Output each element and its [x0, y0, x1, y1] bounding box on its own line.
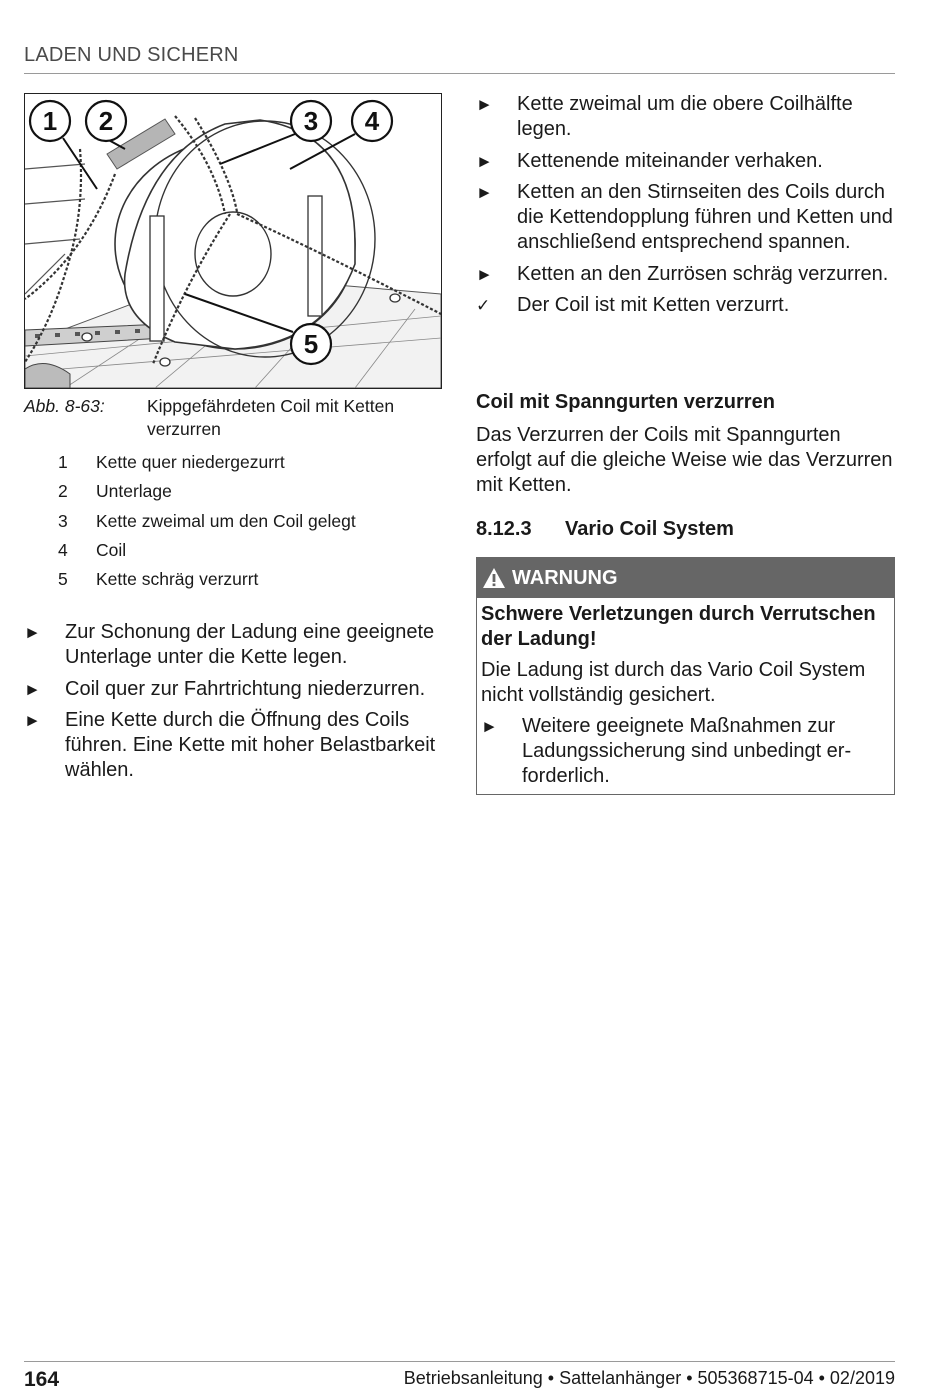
warning-body — [477, 598, 894, 789]
section-heading — [476, 518, 734, 541]
arrow-bullet-icon: ► — [24, 711, 41, 730]
step-text: Kettenende miteinander verhaken. — [517, 149, 823, 172]
warning-step — [481, 714, 890, 789]
arrow-bullet-icon: ► — [481, 717, 498, 736]
section-title: Vario Coil System — [565, 518, 734, 540]
legend-label: Kette zweimal um den Coil gelegt — [96, 510, 356, 531]
legend-item — [24, 569, 444, 598]
arrow-bullet-icon: ► — [476, 95, 493, 114]
caption-text: Kippgefährdeten Coil mit Ketten verzurren — [147, 396, 395, 439]
right-instruction-list — [476, 92, 896, 325]
legend-label: Kette schräg verzurrt — [96, 569, 259, 590]
result-step — [476, 293, 896, 318]
footer-divider — [24, 1361, 895, 1362]
step-text: Weitere geeignete Maßnahmen zur Ladungssicherung sind unbedingt erforderlich. — [522, 715, 852, 787]
legend-number: 5 — [58, 569, 68, 590]
legend-number: 3 — [58, 510, 68, 531]
callout-5: 5 — [303, 329, 319, 359]
warning-headline: Schwere Verletzungen durch Verrutschen der Ladung! — [481, 603, 876, 650]
arrow-bullet-icon: ► — [24, 623, 41, 642]
coil-illustration — [24, 93, 442, 389]
callout-1: 1 — [42, 106, 58, 136]
warning-text: Die Ladung ist durch das Vario Coil System nicht vollständig gesichert. — [481, 659, 866, 706]
legend-label: Unterlage — [96, 481, 172, 502]
legend-label: Coil — [96, 539, 127, 560]
warning-box — [476, 557, 895, 795]
callout-4: 4 — [364, 106, 380, 136]
caption-label: Abb. 8-63: — [24, 396, 105, 416]
step-text: Kette zweimal um die obere Coilhälfte legen. — [517, 93, 853, 140]
step-text: Ketten an den Stirnseiten des Coils durch die Kettendopplung führen und Ketten und anschließend entsprechend spannen. — [517, 181, 893, 253]
callout-3: 3 — [303, 106, 319, 136]
step-text: Coil quer zur Fahrtrichtung niederzurren. — [65, 677, 426, 700]
legend-item — [24, 452, 444, 481]
page-number: 164 — [24, 1368, 60, 1391]
callout-2: 2 — [98, 106, 114, 136]
warning-label: WARNUNG — [512, 566, 618, 589]
instruction-step — [476, 149, 896, 174]
arrow-bullet-icon: ► — [24, 679, 41, 699]
instruction-step — [476, 180, 896, 255]
left-instruction-list — [24, 620, 444, 790]
coil-drawing — [25, 94, 441, 388]
warning-triangle-icon — [482, 567, 506, 589]
step-text: Ketten an den Zurrösen schräg verzurren. — [517, 262, 889, 285]
instruction-step — [476, 262, 896, 287]
instruction-step — [476, 92, 896, 142]
running-header: LADEN UND SICHERN — [24, 44, 895, 74]
legend-number: 4 — [58, 539, 68, 560]
section-number: 8.12.3 — [476, 518, 532, 540]
step-text: Eine Kette durch die Öffnung des Coils führen. Eine Kette mit hoher Belastbarkeit wählen. — [65, 709, 436, 781]
arrow-bullet-icon: ► — [476, 151, 493, 171]
legend-item — [24, 511, 444, 540]
document-reference: Betriebsanleitung • Sattelanhänger • 505368715-04 • 02/2019 — [403, 1368, 895, 1388]
checkmark-icon: ✓ — [476, 296, 491, 315]
subheading-spanngurte: Coil mit Spanngurten verzurren — [476, 391, 775, 413]
instruction-step — [24, 620, 444, 670]
legend-item — [24, 540, 444, 569]
arrow-bullet-icon: ► — [476, 264, 493, 284]
instruction-step — [24, 677, 444, 702]
legend-item — [24, 481, 444, 510]
figure-legend — [24, 452, 444, 598]
legend-number: 2 — [58, 481, 68, 502]
paragraph-spanngurte: Das Verzurren der Coils mit Spanngurten erfolgt auf die gleiche Weise wie das Verzurren mit Ketten. — [476, 424, 893, 496]
arrow-bullet-icon: ► — [476, 183, 493, 202]
step-text: Zur Schonung der Ladung eine geeignete Unterlage unter die Kette legen. — [65, 621, 435, 668]
legend-number: 1 — [58, 452, 68, 472]
instruction-step — [24, 708, 444, 783]
legend-label: Kette quer niedergezurrt — [96, 452, 285, 472]
step-text: Der Coil ist mit Ketten verzurrt. — [517, 294, 790, 316]
warning-header — [477, 558, 894, 598]
